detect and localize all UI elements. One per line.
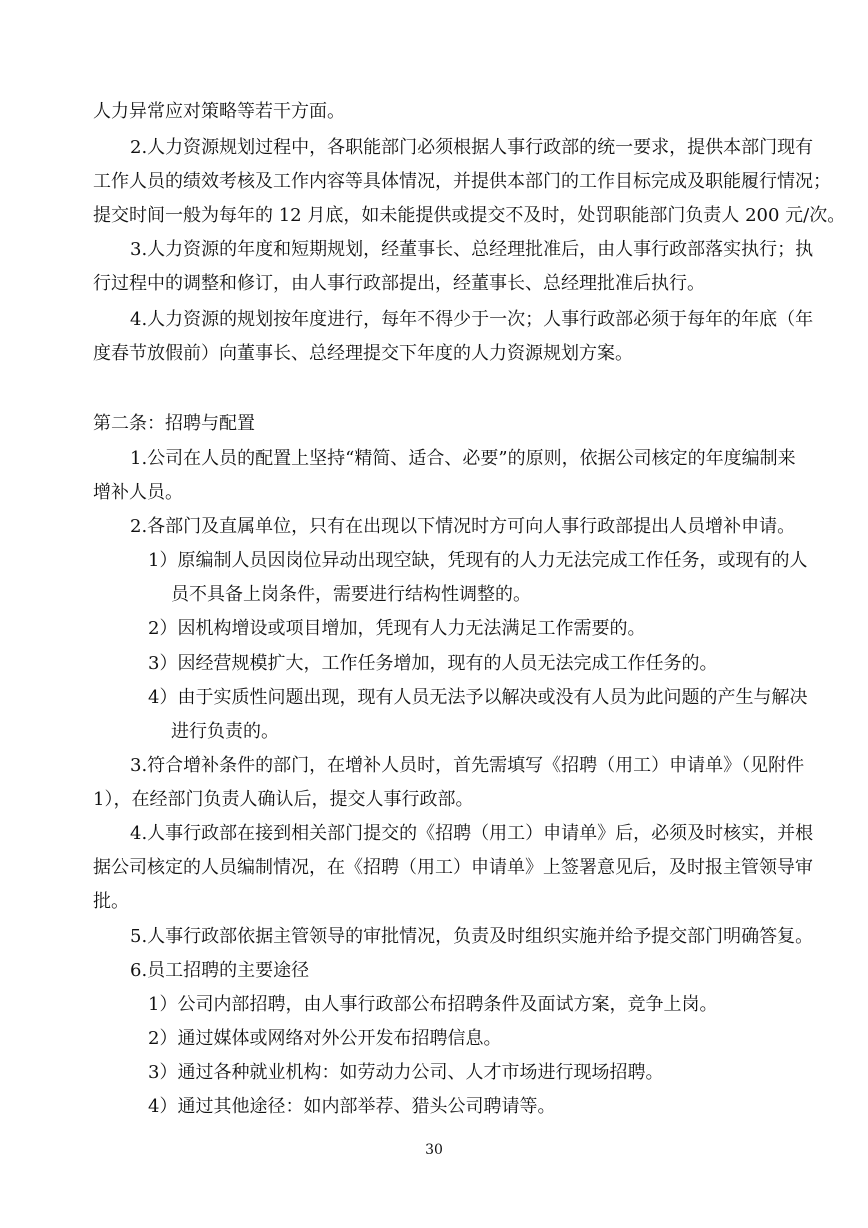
paragraph-line: 4.人事行政部在接到相关部门提交的《招聘（用工）申请单》后，必须及时核实，并根 xyxy=(130,823,814,844)
list-item: 4）通过其他途径：如内部举荐、猎头公司聘请等。 xyxy=(148,1096,556,1117)
paragraph-line: 1.公司在人员的配置上坚持“精简、适合、必要”的原则，依据公司核定的年度编制来 xyxy=(130,448,796,469)
paragraph-line: 1），在经部门负责人确认后，提交人事行政部。 xyxy=(93,789,474,810)
list-item: 2）通过媒体或网络对外公开发布招聘信息。 xyxy=(148,1028,502,1049)
paragraph-line: 增补人员。 xyxy=(93,482,183,503)
paragraph-line: 4.人力资源的规划按年度进行，每年不得少于一次；人事行政部必须于每年的年底（年 xyxy=(130,309,814,330)
paragraph-line: 2.人力资源规划过程中，各职能部门必须根据人事行政部的统一要求，提供本部门现有 xyxy=(130,137,814,158)
list-item: 4）由于实质性问题出现，现有人员无法予以解决或没有人员为此问题的产生与解决 xyxy=(148,687,808,708)
list-item: 1）公司内部招聘，由人事行政部公布招聘条件及面试方案，竞争上岗。 xyxy=(148,994,718,1015)
list-item: 3）因经营规模扩大，工作任务增加，现有的人员无法完成工作任务的。 xyxy=(148,653,718,674)
list-item: 1）原编制人员因岗位异动出现空缺，凭现有的人力无法完成工作任务，或现有的人 xyxy=(148,550,808,571)
paragraph-line: 人力异常应对策略等若干方面。 xyxy=(93,101,345,122)
list-item: 3）通过各种就业机构：如劳动力公司、人才市场进行现场招聘。 xyxy=(148,1062,664,1083)
list-item-continuation: 进行负责的。 xyxy=(171,721,279,742)
paragraph-line: 度春节放假前）向董事长、总经理提交下年度的人力资源规划方案。 xyxy=(93,343,633,364)
list-item-continuation: 员不具备上岗条件，需要进行结构性调整的。 xyxy=(171,584,531,605)
section-heading: 第二条：招聘与配置 xyxy=(93,413,255,434)
list-item: 2）因机构增设或项目增加，凭现有人力无法满足工作需要的。 xyxy=(148,618,646,639)
paragraph-line: 3.人力资源的年度和短期规划，经董事长、总经理批准后，由人事行政部落实执行；执 xyxy=(130,239,814,260)
paragraph-line: 批。 xyxy=(93,891,129,912)
paragraph-line: 提交时间一般为每年的 12 月底，如未能提供或提交不及时，处罚职能部门负责人 200 元/次。 xyxy=(93,205,846,226)
paragraph-line: 3.符合增补条件的部门，在增补人员时，首先需填写《招聘（用工）申请单》（见附件 xyxy=(130,755,805,776)
paragraph-line: 据公司核定的人员编制情况，在《招聘（用工）申请单》上签署意见后，及时报主管领导审 xyxy=(93,857,813,878)
paragraph-line: 行过程中的调整和修订，由人事行政部提出，经董事长、总经理批准后执行。 xyxy=(93,273,705,294)
page-number: 30 xyxy=(425,1142,443,1158)
paragraph-line: 2.各部门及直属单位，只有在出现以下情况时方可向人事行政部提出人员增补申请。 xyxy=(130,516,796,537)
paragraph-line: 5.人事行政部依据主管领导的审批情况，负责及时组织实施并给予提交部门明确答复。 xyxy=(130,926,814,947)
paragraph-line: 6.员工招聘的主要途径 xyxy=(130,960,310,981)
paragraph-line: 工作人员的绩效考核及工作内容等具体情况，并提供本部门的工作目标完成及职能履行情况； xyxy=(93,171,831,192)
